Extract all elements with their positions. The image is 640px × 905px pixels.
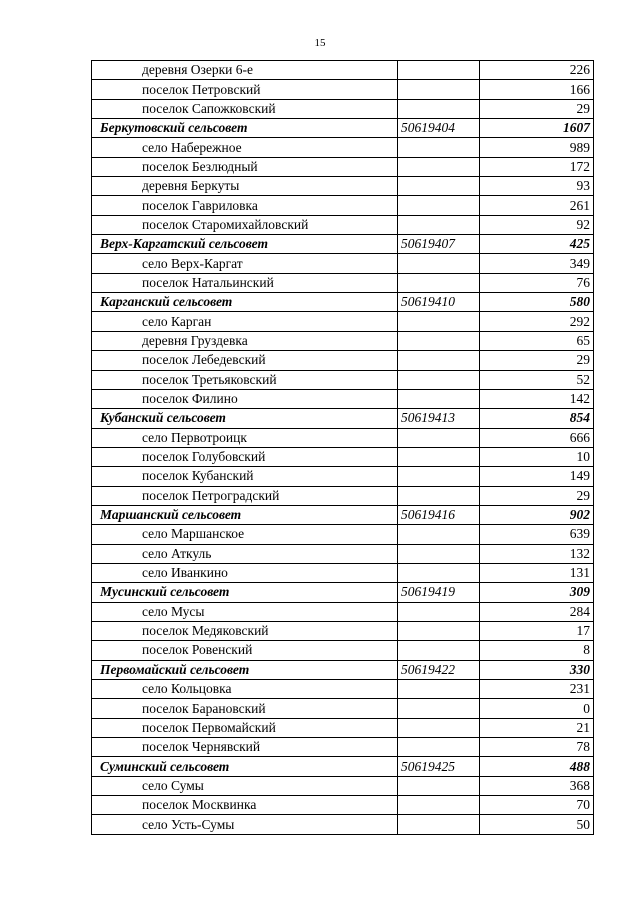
population-value: 132 <box>480 544 594 563</box>
settlement-row <box>92 273 594 292</box>
oktmo-code <box>398 351 480 370</box>
council-name: Кубанский сельсовет <box>92 409 398 428</box>
population-value: 172 <box>480 157 594 176</box>
settlement-name: село Карган <box>92 312 398 331</box>
population-value: 149 <box>480 467 594 486</box>
settlement-name: деревня Беркуты <box>92 177 398 196</box>
settlement-name: село Маршанское <box>92 525 398 544</box>
oktmo-code: 50619413 <box>398 409 480 428</box>
settlement-row <box>92 99 594 118</box>
oktmo-code: 50619425 <box>398 757 480 776</box>
council-name: Карганский сельсовет <box>92 293 398 312</box>
oktmo-code <box>398 99 480 118</box>
population-value: 142 <box>480 389 594 408</box>
population-value: 488 <box>480 757 594 776</box>
oktmo-code <box>398 525 480 544</box>
settlement-row <box>92 563 594 582</box>
oktmo-code <box>398 776 480 795</box>
population-value: 21 <box>480 718 594 737</box>
population-value: 309 <box>480 583 594 602</box>
settlement-row <box>92 467 594 486</box>
settlement-name: село Набережное <box>92 138 398 157</box>
population-value: 131 <box>480 563 594 582</box>
council-row <box>92 757 594 776</box>
oktmo-code <box>398 641 480 660</box>
population-value: 666 <box>480 428 594 447</box>
settlement-name: поселок Первомайский <box>92 718 398 737</box>
settlement-name: поселок Лебедевский <box>92 351 398 370</box>
oktmo-code <box>398 563 480 582</box>
population-value: 231 <box>480 680 594 699</box>
population-value: 854 <box>480 409 594 428</box>
settlement-name: деревня Груздевка <box>92 331 398 350</box>
settlement-row <box>92 621 594 640</box>
council-name: Верх-Каргатский сельсовет <box>92 235 398 254</box>
population-value: 70 <box>480 796 594 815</box>
oktmo-code <box>398 467 480 486</box>
settlement-row <box>92 312 594 331</box>
population-value: 65 <box>480 331 594 350</box>
settlement-name: село Мусы <box>92 602 398 621</box>
population-value: 93 <box>480 177 594 196</box>
oktmo-code <box>398 370 480 389</box>
settlement-row <box>92 796 594 815</box>
population-value: 226 <box>480 61 594 80</box>
oktmo-code <box>398 602 480 621</box>
council-row <box>92 119 594 138</box>
settlement-row <box>92 486 594 505</box>
settlement-name: село Иванкино <box>92 563 398 582</box>
settlement-row <box>92 351 594 370</box>
settlement-row <box>92 680 594 699</box>
population-value: 580 <box>480 293 594 312</box>
settlement-row <box>92 80 594 99</box>
settlement-name: поселок Гавриловка <box>92 196 398 215</box>
settlement-row <box>92 718 594 737</box>
council-row <box>92 235 594 254</box>
oktmo-code <box>398 273 480 292</box>
population-value: 166 <box>480 80 594 99</box>
settlement-row <box>92 776 594 795</box>
population-value: 29 <box>480 99 594 118</box>
oktmo-code: 50619407 <box>398 235 480 254</box>
council-name: Беркутовский сельсовет <box>92 119 398 138</box>
settlement-row <box>92 177 594 196</box>
settlement-name: деревня Озерки 6-е <box>92 61 398 80</box>
oktmo-code <box>398 796 480 815</box>
population-value: 292 <box>480 312 594 331</box>
council-row <box>92 505 594 524</box>
settlement-name: поселок Кубанский <box>92 467 398 486</box>
population-value: 8 <box>480 641 594 660</box>
settlement-row <box>92 157 594 176</box>
settlement-row <box>92 331 594 350</box>
settlement-name: село Аткуль <box>92 544 398 563</box>
settlement-name: поселок Безлюдный <box>92 157 398 176</box>
oktmo-code: 50619422 <box>398 660 480 679</box>
oktmo-code <box>398 699 480 718</box>
oktmo-code: 50619419 <box>398 583 480 602</box>
population-value: 349 <box>480 254 594 273</box>
population-value: 78 <box>480 738 594 757</box>
population-value: 50 <box>480 815 594 834</box>
settlement-row <box>92 138 594 157</box>
council-name: Мусинский сельсовет <box>92 583 398 602</box>
oktmo-code <box>398 544 480 563</box>
population-value: 330 <box>480 660 594 679</box>
oktmo-code <box>398 621 480 640</box>
oktmo-code <box>398 428 480 447</box>
oktmo-code: 50619416 <box>398 505 480 524</box>
council-row <box>92 409 594 428</box>
oktmo-code: 50619410 <box>398 293 480 312</box>
council-row <box>92 660 594 679</box>
population-value: 902 <box>480 505 594 524</box>
oktmo-code <box>398 389 480 408</box>
settlement-row <box>92 699 594 718</box>
page-number: 15 <box>314 37 326 49</box>
settlement-row <box>92 544 594 563</box>
settlement-name: поселок Петроградский <box>92 486 398 505</box>
oktmo-code <box>398 177 480 196</box>
population-value: 29 <box>480 486 594 505</box>
population-value: 284 <box>480 602 594 621</box>
population-value: 92 <box>480 215 594 234</box>
settlement-name: село Сумы <box>92 776 398 795</box>
council-row <box>92 583 594 602</box>
council-row <box>92 293 594 312</box>
settlement-name: поселок Третьяковский <box>92 370 398 389</box>
population-value: 989 <box>480 138 594 157</box>
oktmo-code <box>398 215 480 234</box>
settlement-name: поселок Ровенский <box>92 641 398 660</box>
oktmo-code <box>398 738 480 757</box>
population-value: 261 <box>480 196 594 215</box>
population-value: 10 <box>480 447 594 466</box>
settlement-name: поселок Москвинка <box>92 796 398 815</box>
settlement-name: село Первотроицк <box>92 428 398 447</box>
settlement-name: село Верх-Каргат <box>92 254 398 273</box>
population-value: 29 <box>480 351 594 370</box>
council-name: Суминский сельсовет <box>92 757 398 776</box>
settlement-row <box>92 738 594 757</box>
settlement-row <box>92 196 594 215</box>
population-value: 639 <box>480 525 594 544</box>
settlement-row <box>92 215 594 234</box>
population-value: 1607 <box>480 119 594 138</box>
oktmo-code <box>398 312 480 331</box>
oktmo-code: 50619404 <box>398 119 480 138</box>
settlement-row <box>92 254 594 273</box>
population-value: 76 <box>480 273 594 292</box>
oktmo-code <box>398 680 480 699</box>
settlement-row <box>92 525 594 544</box>
settlement-row <box>92 641 594 660</box>
population-value: 0 <box>480 699 594 718</box>
settlement-row <box>92 389 594 408</box>
settlements-table <box>91 60 594 835</box>
settlement-row <box>92 428 594 447</box>
oktmo-code <box>398 61 480 80</box>
settlement-row <box>92 602 594 621</box>
settlement-row <box>92 370 594 389</box>
settlement-name: поселок Сапожковский <box>92 99 398 118</box>
council-name: Маршанский сельсовет <box>92 505 398 524</box>
settlement-name: поселок Петровский <box>92 80 398 99</box>
population-value: 425 <box>480 235 594 254</box>
settlement-name: поселок Старомихайловский <box>92 215 398 234</box>
settlement-row <box>92 815 594 834</box>
settlement-name: поселок Голубовский <box>92 447 398 466</box>
oktmo-code <box>398 80 480 99</box>
settlement-name: поселок Филино <box>92 389 398 408</box>
settlement-name: село Кольцовка <box>92 680 398 699</box>
oktmo-code <box>398 196 480 215</box>
oktmo-code <box>398 447 480 466</box>
council-name: Первомайский сельсовет <box>92 660 398 679</box>
settlement-name: поселок Чернявский <box>92 738 398 757</box>
population-value: 52 <box>480 370 594 389</box>
population-value: 17 <box>480 621 594 640</box>
table-body <box>92 61 594 835</box>
settlement-name: поселок Медяковский <box>92 621 398 640</box>
oktmo-code <box>398 331 480 350</box>
settlement-name: поселок Натальинский <box>92 273 398 292</box>
settlement-name: поселок Барановский <box>92 699 398 718</box>
oktmo-code <box>398 254 480 273</box>
settlement-row <box>92 447 594 466</box>
oktmo-code <box>398 486 480 505</box>
oktmo-code <box>398 138 480 157</box>
settlement-name: село Усть-Сумы <box>92 815 398 834</box>
oktmo-code <box>398 157 480 176</box>
population-value: 368 <box>480 776 594 795</box>
settlement-row <box>92 61 594 80</box>
oktmo-code <box>398 718 480 737</box>
oktmo-code <box>398 815 480 834</box>
